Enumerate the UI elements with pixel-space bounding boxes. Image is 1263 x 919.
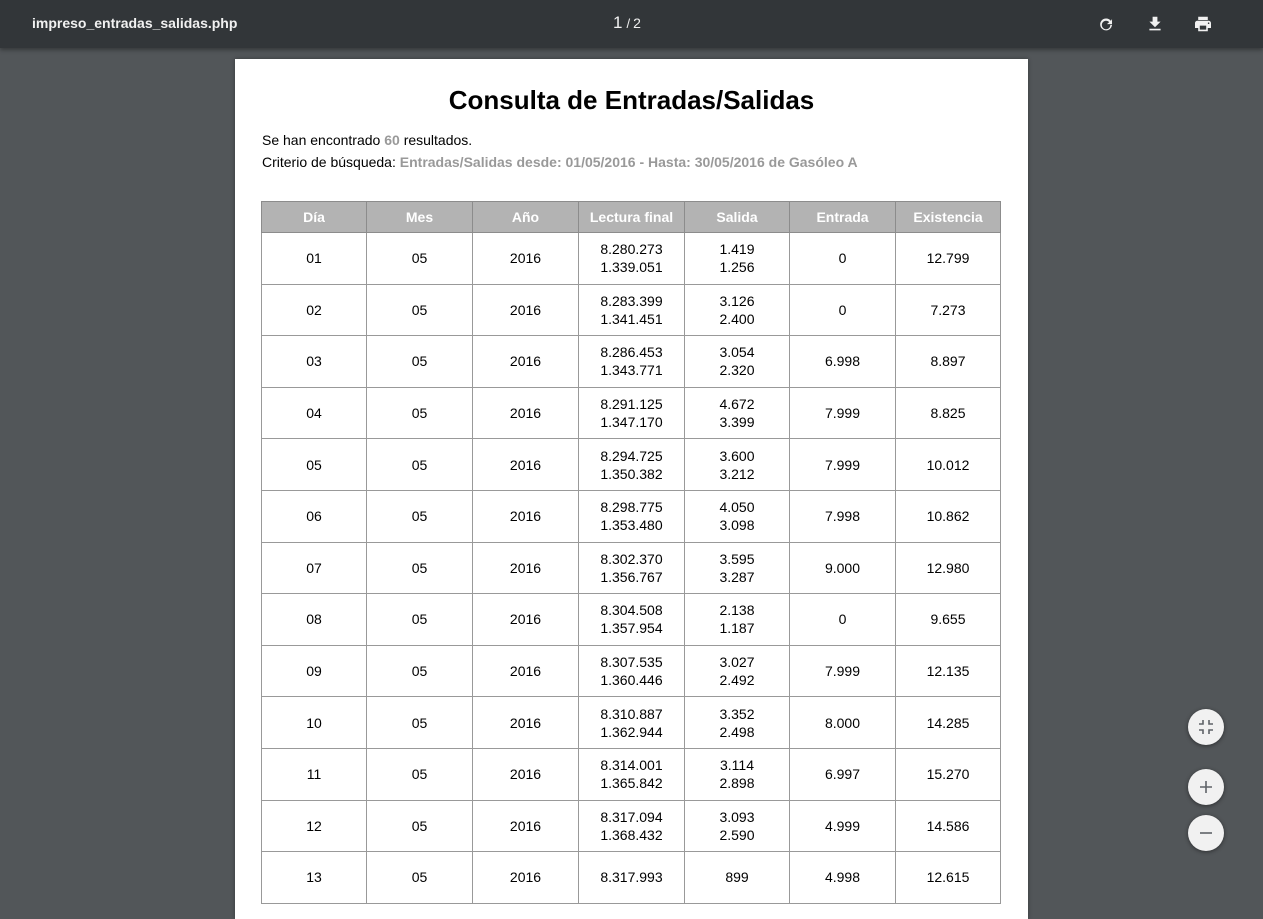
table-header-row [262, 202, 1001, 233]
cell-dia: 10 [262, 697, 367, 749]
cell-salida [685, 594, 790, 646]
cell-dia: 12 [262, 800, 367, 852]
cell-lectura-final [579, 490, 685, 542]
page-indicator [613, 13, 641, 33]
table-row [262, 490, 1001, 542]
cell-anio: 2016 [473, 336, 579, 388]
pdf-page [235, 59, 1028, 919]
results-count: 60 [384, 132, 400, 148]
cell-entrada: 8.000 [790, 697, 896, 749]
cell-lectura-final-line: 8.307.535 [600, 654, 663, 671]
cell-salida-line: 3.114 [720, 757, 754, 774]
cell-lectura-final-line: 8.314.001 [600, 757, 663, 774]
cell-salida-line: 1.256 [719, 259, 755, 276]
cell-mes: 05 [367, 697, 473, 749]
cell-salida [685, 852, 790, 904]
table-row [262, 645, 1001, 697]
table-row [262, 284, 1001, 336]
cell-salida-line: 3.287 [719, 568, 755, 585]
cell-dia: 05 [262, 439, 367, 491]
cell-lectura-final-line: 1.347.170 [600, 414, 663, 431]
cell-dia: 01 [262, 233, 367, 285]
cell-dia: 13 [262, 852, 367, 904]
cell-salida [685, 697, 790, 749]
download-button[interactable] [1143, 12, 1167, 36]
cell-lectura-final [579, 748, 685, 800]
cell-anio: 2016 [473, 594, 579, 646]
cell-dia: 11 [262, 748, 367, 800]
cell-mes: 05 [367, 490, 473, 542]
cell-salida-line: 3.352 [719, 705, 755, 722]
zoom-out-icon [1197, 824, 1215, 842]
cell-existencia: 10.012 [896, 439, 1001, 491]
rotate-button[interactable] [1094, 12, 1118, 36]
cell-lectura-final [579, 284, 685, 336]
cell-anio: 2016 [473, 284, 579, 336]
cell-salida-line: 4.050 [719, 499, 755, 516]
cell-salida-line: 3.098 [719, 517, 755, 534]
cell-existencia: 10.862 [896, 490, 1001, 542]
fit-page-button[interactable] [1188, 709, 1224, 745]
cell-salida [685, 439, 790, 491]
cell-lectura-final-line: 1.365.842 [600, 775, 663, 792]
print-icon [1191, 12, 1215, 36]
cell-lectura-final-line: 8.317.094 [600, 808, 663, 825]
total-pages: 2 [633, 15, 641, 31]
zoom-in-icon [1197, 778, 1215, 796]
zoom-out-button[interactable] [1188, 815, 1224, 851]
cell-salida [685, 336, 790, 388]
results-summary [262, 132, 472, 148]
cell-existencia: 12.799 [896, 233, 1001, 285]
cell-lectura-final [579, 800, 685, 852]
cell-mes: 05 [367, 387, 473, 439]
cell-salida-line: 3.126 [719, 292, 755, 309]
cell-salida [685, 233, 790, 285]
cell-lectura-final-line: 8.304.508 [600, 602, 663, 619]
search-criteria [262, 154, 858, 170]
results-suffix: resultados. [403, 132, 473, 148]
cell-existencia: 12.615 [896, 852, 1001, 904]
cell-lectura-final [579, 594, 685, 646]
cell-salida [685, 490, 790, 542]
cell-anio: 2016 [473, 490, 579, 542]
cell-mes: 05 [367, 594, 473, 646]
header-entrada: Entrada [790, 202, 896, 233]
cell-entrada: 6.998 [790, 336, 896, 388]
cell-salida [685, 387, 790, 439]
cell-salida-line: 3.212 [719, 465, 755, 482]
cell-dia: 03 [262, 336, 367, 388]
cell-lectura-final-line: 8.298.775 [600, 499, 663, 516]
cell-salida-line: 899 [725, 869, 749, 886]
cell-lectura-final-line: 1.368.432 [600, 826, 663, 843]
cell-entrada: 4.998 [790, 852, 896, 904]
results-table [261, 201, 1001, 904]
cell-mes: 05 [367, 542, 473, 594]
cell-entrada: 4.999 [790, 800, 896, 852]
table-body [262, 233, 1001, 904]
criteria-label: Criterio de búsqueda: [262, 154, 396, 170]
cell-salida [685, 645, 790, 697]
cell-mes: 05 [367, 284, 473, 336]
cell-lectura-final-line: 8.291.125 [600, 396, 663, 413]
cell-salida-line: 3.093 [719, 808, 755, 825]
print-button[interactable] [1191, 12, 1215, 36]
zoom-in-button[interactable] [1188, 769, 1224, 805]
cell-lectura-final [579, 387, 685, 439]
cell-lectura-final-line: 8.310.887 [600, 705, 663, 722]
cell-salida-line: 3.027 [719, 654, 755, 671]
table-row [262, 594, 1001, 646]
table-row [262, 387, 1001, 439]
cell-lectura-final-line: 8.286.453 [600, 344, 663, 361]
cell-existencia: 9.655 [896, 594, 1001, 646]
cell-mes: 05 [367, 233, 473, 285]
cell-lectura-final-line: 1.350.382 [600, 465, 663, 482]
cell-anio: 2016 [473, 233, 579, 285]
cell-dia: 09 [262, 645, 367, 697]
table-row [262, 800, 1001, 852]
cell-mes: 05 [367, 800, 473, 852]
header-dia: Día [262, 202, 367, 233]
cell-lectura-final-line: 1.341.451 [600, 310, 663, 327]
cell-entrada: 7.999 [790, 387, 896, 439]
cell-existencia: 12.135 [896, 645, 1001, 697]
header-anio: Año [473, 202, 579, 233]
cell-mes: 05 [367, 645, 473, 697]
cell-anio: 2016 [473, 542, 579, 594]
cell-lectura-final-line: 1.356.767 [600, 568, 663, 585]
cell-salida-line: 2.138 [719, 602, 755, 619]
cell-lectura-final [579, 439, 685, 491]
cell-lectura-final-line: 1.353.480 [600, 517, 663, 534]
fit-page-icon [1197, 718, 1215, 736]
cell-salida-line: 2.498 [719, 723, 755, 740]
cell-dia: 08 [262, 594, 367, 646]
cell-entrada: 0 [790, 594, 896, 646]
cell-anio: 2016 [473, 439, 579, 491]
cell-salida-line: 3.595 [719, 550, 755, 567]
page-separator: / [626, 16, 631, 31]
cell-salida [685, 800, 790, 852]
cell-salida-line: 2.320 [719, 362, 755, 379]
current-page-number[interactable]: 1 [613, 13, 623, 32]
cell-lectura-final-line: 8.283.399 [600, 292, 663, 309]
results-prefix: Se han encontrado [262, 132, 381, 148]
cell-existencia: 7.273 [896, 284, 1001, 336]
cell-salida-line: 2.590 [719, 826, 755, 843]
header-mes: Mes [367, 202, 473, 233]
cell-lectura-final-line: 1.362.944 [600, 723, 663, 740]
rotate-icon [1094, 12, 1118, 36]
cell-dia: 06 [262, 490, 367, 542]
cell-existencia: 15.270 [896, 748, 1001, 800]
cell-lectura-final [579, 852, 685, 904]
cell-entrada: 0 [790, 233, 896, 285]
cell-lectura-final-line: 8.317.993 [600, 869, 663, 886]
cell-anio: 2016 [473, 748, 579, 800]
cell-entrada: 0 [790, 284, 896, 336]
page-heading: Consulta de Entradas/Salidas [448, 85, 815, 115]
cell-entrada: 7.999 [790, 439, 896, 491]
cell-salida-line: 2.898 [719, 775, 755, 792]
table-row [262, 233, 1001, 285]
header-lectura-final: Lectura final [579, 202, 685, 233]
cell-salida-line: 3.600 [719, 447, 755, 464]
table-row [262, 697, 1001, 749]
cell-anio: 2016 [473, 645, 579, 697]
cell-lectura-final [579, 542, 685, 594]
cell-lectura-final [579, 645, 685, 697]
cell-salida [685, 748, 790, 800]
table-row [262, 748, 1001, 800]
cell-lectura-final-line: 1.339.051 [600, 259, 663, 276]
cell-lectura-final [579, 233, 685, 285]
cell-existencia: 14.586 [896, 800, 1001, 852]
cell-lectura-final-line: 1.360.446 [600, 672, 663, 689]
cell-existencia: 8.825 [896, 387, 1001, 439]
table-row [262, 542, 1001, 594]
header-existencia: Existencia [896, 202, 1001, 233]
cell-salida-line: 2.400 [719, 310, 755, 327]
cell-salida-line: 3.054 [719, 344, 755, 361]
criteria-value: Entradas/Salidas desde: 01/05/2016 - Hasta: 30/05/2016 de Gasóleo A [399, 154, 858, 170]
cell-salida-line: 1.419 [719, 241, 755, 258]
cell-lectura-final [579, 336, 685, 388]
cell-anio: 2016 [473, 800, 579, 852]
cell-salida [685, 284, 790, 336]
cell-mes: 05 [367, 439, 473, 491]
cell-lectura-final-line: 8.302.370 [600, 550, 663, 567]
cell-entrada: 6.997 [790, 748, 896, 800]
header-salida: Salida [685, 202, 790, 233]
cell-entrada: 7.998 [790, 490, 896, 542]
cell-dia: 02 [262, 284, 367, 336]
table-row [262, 852, 1001, 904]
table-row [262, 336, 1001, 388]
cell-lectura-final-line: 8.294.725 [600, 447, 663, 464]
cell-existencia: 12.980 [896, 542, 1001, 594]
cell-mes: 05 [367, 336, 473, 388]
cell-salida [685, 542, 790, 594]
cell-lectura-final-line: 8.280.273 [600, 241, 663, 258]
cell-anio: 2016 [473, 852, 579, 904]
cell-dia: 04 [262, 387, 367, 439]
cell-entrada: 7.999 [790, 645, 896, 697]
cell-lectura-final-line: 1.343.771 [600, 362, 663, 379]
cell-mes: 05 [367, 852, 473, 904]
document-title: impreso_entradas_salidas.php [32, 15, 238, 31]
cell-salida-line: 1.187 [719, 620, 755, 637]
cell-salida-line: 4.672 [719, 396, 755, 413]
cell-salida-line: 3.399 [719, 414, 755, 431]
cell-lectura-final-line: 1.357.954 [600, 620, 663, 637]
pdf-toolbar [0, 0, 1263, 48]
table-row [262, 439, 1001, 491]
cell-salida-line: 2.492 [719, 672, 755, 689]
cell-anio: 2016 [473, 387, 579, 439]
cell-mes: 05 [367, 748, 473, 800]
cell-existencia: 8.897 [896, 336, 1001, 388]
cell-existencia: 14.285 [896, 697, 1001, 749]
cell-lectura-final [579, 697, 685, 749]
cell-anio: 2016 [473, 697, 579, 749]
download-icon [1143, 12, 1167, 36]
cell-entrada: 9.000 [790, 542, 896, 594]
cell-dia: 07 [262, 542, 367, 594]
